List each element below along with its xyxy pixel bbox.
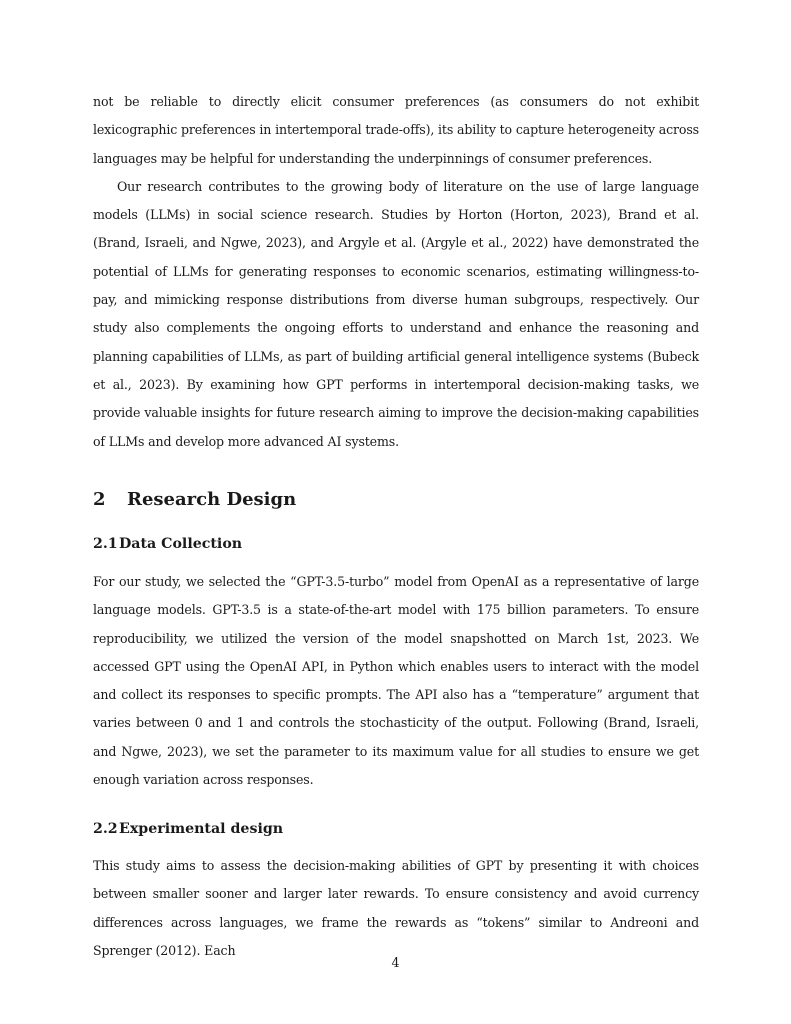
section-number: 2 <box>93 489 106 510</box>
section-heading <box>93 485 296 515</box>
subsection-title: Data Collection <box>119 536 243 552</box>
data-collection-body <box>93 568 699 794</box>
subsection-heading-experimental-design <box>93 817 283 841</box>
subsection-number: 2.2 <box>93 821 118 837</box>
data-collection-paragraph: For our study, we selected the “GPT-3.5-turbo” model from OpenAI as a representative of large language models. GPT-3.5 is a state-of-the-art model with 175 billion parameters. To ensure reproducibility, we utilized the version of the model snapshotted on March 1st, 2023. We accessed GPT using the OpenAI API, in Python which enables users to interact with the model and collect its responses to specific prompts. The API also has a “temperature” argument that varies between 0 and 1 and controls the stochasticity of the output. Following (Brand, Israeli, and Ngwe, 2023), we set the parameter to its maximum value for all studies to ensure we get enough variation across responses. <box>93 574 699 788</box>
intro-paragraph-2: Our research contributes to the growing body of literature on the use of large language models (LLMs) in social science research. Studies by Horton (Horton, 2023), Brand et al. (Brand, Israeli, and Ngwe, 2023), and Argyle et al. (Argyle et al., 2022) have demonstrated the potential of LLMs for generating responses to economic scenarios, estimating willingness-to-pay, and mimicking response distributions from diverse human subgroups, respectively. Our study also complements the ongoing efforts to understand and enhance the reasoning and planning capabilities of LLMs, as part of building artificial general intelligence systems (Bubeck et al., 2023). By examining how GPT performs in intertemporal decision-making tasks, we provide valuable insights for future research aiming to improve the decision-making capabilities of LLMs and develop more advanced AI systems. <box>93 178 699 449</box>
intro-text <box>93 88 699 456</box>
subsection-heading-data-collection <box>93 532 242 556</box>
page-number: 4 <box>391 955 400 970</box>
experimental-design-paragraph: This study aims to assess the decision-making abilities of GPT by presenting it with choices between smaller sooner and larger later rewards. To ensure consistency and avoid currency differences across languages, we frame the rewards as “tokens” similar to Andreoni and Sprenger (2012). Each <box>93 858 699 958</box>
section-title: Research Design <box>127 489 297 510</box>
subsection-title: Experimental design <box>119 821 284 837</box>
experimental-design-body <box>93 852 699 965</box>
subsection-number: 2.1 <box>93 536 118 552</box>
intro-paragraph-1: not be reliable to directly elicit consumer preferences (as consumers do not exhibit lexicographic preferences in intertemporal trade-offs), its ability to capture heterogeneity across languages may be helpful for understanding the underpinnings of consumer preferences. <box>93 94 699 166</box>
